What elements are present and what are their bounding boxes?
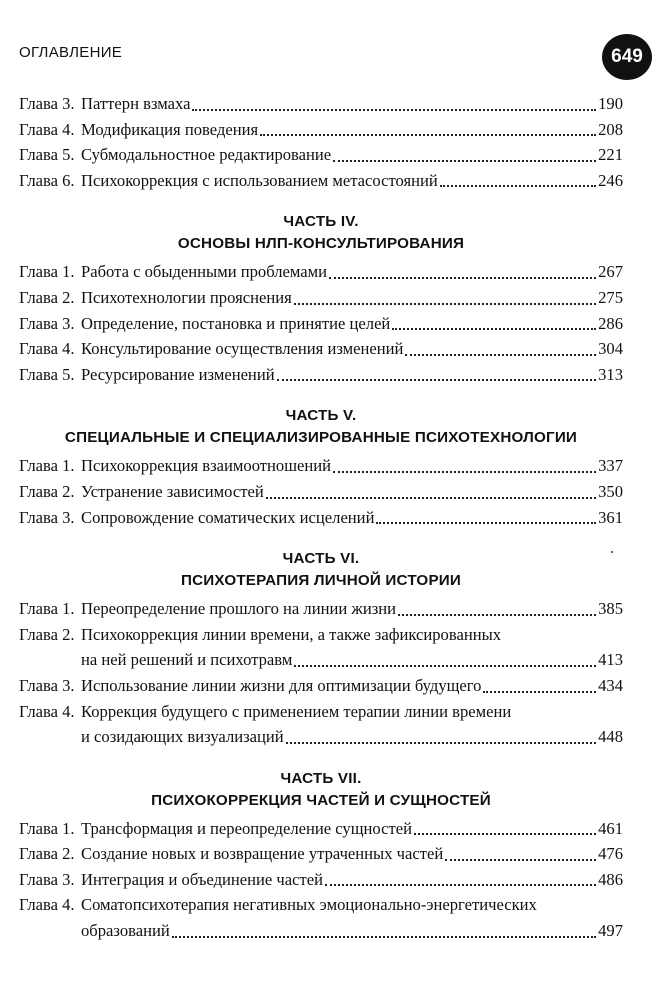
chapter-title: Психокоррекция линии времени, а также зафиксированных	[81, 624, 502, 644]
part-heading	[19, 405, 623, 449]
print-speck	[611, 551, 613, 553]
chapter-label: Глава 3.	[19, 94, 75, 113]
page-ref: 221	[598, 145, 623, 165]
page-ref: 267	[598, 262, 623, 282]
chapter-title-continued: на ней решений и психотравм	[81, 650, 293, 670]
toc-entry[interactable]	[19, 622, 623, 673]
toc-entry[interactable]	[19, 892, 623, 943]
page-ref: 361	[598, 507, 623, 527]
chapter-label: Глава 5.	[19, 145, 75, 165]
chapter-title: Интеграция и объединение частей	[81, 869, 323, 889]
toc-entry[interactable]	[19, 841, 623, 867]
dot-leader	[325, 883, 596, 886]
dot-leader	[405, 353, 596, 356]
toc-entry[interactable]	[19, 259, 623, 285]
part-label: ЧАСТЬ VI.	[282, 550, 360, 568]
chapter-label: Глава 6.	[19, 170, 75, 190]
page-ref: 350	[598, 481, 623, 501]
part-label: ЧАСТЬ IV.	[283, 213, 359, 231]
dot-leader	[333, 159, 596, 162]
page-ref: 448	[598, 727, 623, 747]
part-heading	[19, 768, 623, 812]
chapter-label: Глава 2.	[19, 287, 75, 307]
toc-entry[interactable]	[19, 117, 623, 143]
chapter-title: Психокоррекция с использованием метасостояний	[81, 170, 438, 190]
chapter-title: Трансформация и переопределение сущностей	[81, 818, 412, 838]
toc-entry[interactable]	[19, 336, 623, 362]
chapter-title: Психокоррекция взаимоотношений	[81, 456, 331, 476]
page-ref: 208	[598, 119, 623, 139]
dot-leader	[260, 133, 596, 136]
part-heading	[19, 211, 623, 255]
dot-leader	[414, 832, 596, 835]
page-ref: 190	[598, 94, 623, 113]
chapter-label: Глава 1.	[19, 456, 75, 476]
chapter-label: Глава 3.	[19, 313, 75, 333]
page-ref: 313	[598, 364, 623, 384]
dot-leader	[277, 378, 597, 381]
page-ref: 476	[598, 844, 623, 864]
part-label: ЧАСТЬ V.	[285, 407, 357, 425]
chapter-title: Модификация поведения	[81, 119, 259, 139]
chapter-title: Паттерн взмаха	[81, 94, 191, 113]
part-name: СПЕЦИАЛЬНЫЕ И СПЕЦИАЛИЗИРОВАННЫЕ ПСИХОТЕХНОЛОГИИ	[64, 429, 578, 447]
page-ref: 337	[598, 456, 623, 476]
dot-leader	[440, 184, 596, 187]
chapter-title: Коррекция будущего с применением терапии линии времени	[81, 701, 512, 721]
dot-leader	[286, 741, 596, 744]
dot-leader	[294, 302, 596, 305]
chapter-label: Глава 2.	[19, 481, 75, 501]
page-number-badge: 649	[602, 34, 652, 80]
chapter-title: Переопределение прошлого на линии жизни	[81, 599, 397, 619]
running-title: ОГЛАВЛЕНИЕ	[19, 44, 123, 61]
chapter-title: Определение, постановка и принятие целей	[81, 313, 391, 333]
dot-leader	[294, 664, 596, 667]
chapter-title: Субмодальностное редактирование	[81, 145, 332, 165]
chapter-title: Консультирование осуществления изменений	[81, 339, 404, 359]
toc-entry[interactable]	[19, 699, 623, 750]
chapter-label: Глава 5.	[19, 364, 75, 384]
chapter-label: Глава 3.	[19, 507, 75, 527]
part-name: ОСНОВЫ НЛП-КОНСУЛЬТИРОВАНИЯ	[177, 235, 465, 253]
part-heading	[19, 548, 623, 592]
chapter-title: Создание новых и возвращение утраченных частей	[81, 844, 444, 864]
chapter-label: Глава 1.	[19, 818, 75, 838]
page-ref: 497	[598, 921, 623, 941]
toc-entry[interactable]	[19, 453, 623, 479]
chapter-label: Глава 1.	[19, 599, 75, 619]
toc-entry[interactable]	[19, 311, 623, 337]
toc-entry[interactable]	[19, 505, 623, 531]
chapter-title: Соматопсихотерапия негативных эмоционально-энергетических	[81, 895, 537, 915]
dot-leader	[333, 470, 596, 473]
dot-leader	[172, 935, 596, 938]
page-ref: 246	[598, 170, 623, 190]
toc-entry[interactable]	[19, 479, 623, 505]
chapter-label: Глава 1.	[19, 262, 75, 282]
chapter-title: Использование линии жизни для оптимизации будущего	[81, 675, 482, 695]
toc-entry[interactable]	[19, 91, 623, 117]
chapter-label: Глава 3.	[19, 675, 75, 695]
dot-leader	[376, 521, 596, 524]
dot-leader	[266, 496, 596, 499]
page-ref: 385	[598, 599, 623, 619]
chapter-label: Глава 3.	[19, 869, 75, 889]
part-name: ПСИХОКОРРЕКЦИЯ ЧАСТЕЙ И СУЩНОСТЕЙ	[151, 791, 491, 809]
chapter-title-continued: образований	[81, 921, 170, 941]
toc-entry[interactable]	[19, 285, 623, 311]
toc-entry[interactable]	[19, 596, 623, 622]
page-ref: 286	[598, 313, 623, 333]
toc-entry[interactable]	[19, 168, 623, 194]
toc-entry[interactable]	[19, 673, 623, 699]
page-ref: 413	[598, 650, 623, 670]
chapter-title: Работа с обыденными проблемами	[81, 262, 328, 282]
dot-leader	[392, 327, 596, 330]
chapter-title: Ресурсирование изменений	[81, 364, 275, 384]
chapter-label: Глава 4.	[19, 119, 75, 139]
page-ref: 486	[598, 869, 623, 889]
chapter-title: Психотехнологии прояснения	[81, 287, 292, 307]
toc-entry[interactable]	[19, 362, 623, 388]
chapter-title-continued: и созидающих визуализаций	[81, 727, 284, 747]
page-ref: 434	[598, 675, 623, 695]
chapter-label: Глава 4.	[19, 701, 75, 721]
chapter-title: Устранение зависимостей	[81, 481, 264, 501]
dot-leader	[329, 276, 596, 279]
toc-entry[interactable]	[19, 867, 623, 893]
toc-entry[interactable]	[19, 142, 623, 168]
chapter-label: Глава 4.	[19, 895, 75, 915]
chapter-label: Глава 2.	[19, 844, 75, 864]
dot-leader	[192, 108, 596, 111]
page-ref: 461	[598, 818, 623, 838]
dot-leader	[445, 858, 596, 861]
page-ref: 275	[598, 287, 623, 307]
chapter-label: Глава 4.	[19, 339, 75, 359]
part-label: ЧАСТЬ VII.	[280, 769, 362, 787]
page-ref: 304	[598, 339, 623, 359]
dot-leader	[483, 690, 596, 693]
dot-leader	[398, 613, 596, 616]
toc-entry[interactable]	[19, 816, 623, 842]
part-name: ПСИХОТЕРАПИЯ ЛИЧНОЙ ИСТОРИИ	[180, 572, 462, 590]
table-of-contents	[19, 91, 623, 944]
chapter-title: Сопровождение соматических исцелений	[81, 507, 375, 527]
chapter-label: Глава 2.	[19, 624, 75, 644]
